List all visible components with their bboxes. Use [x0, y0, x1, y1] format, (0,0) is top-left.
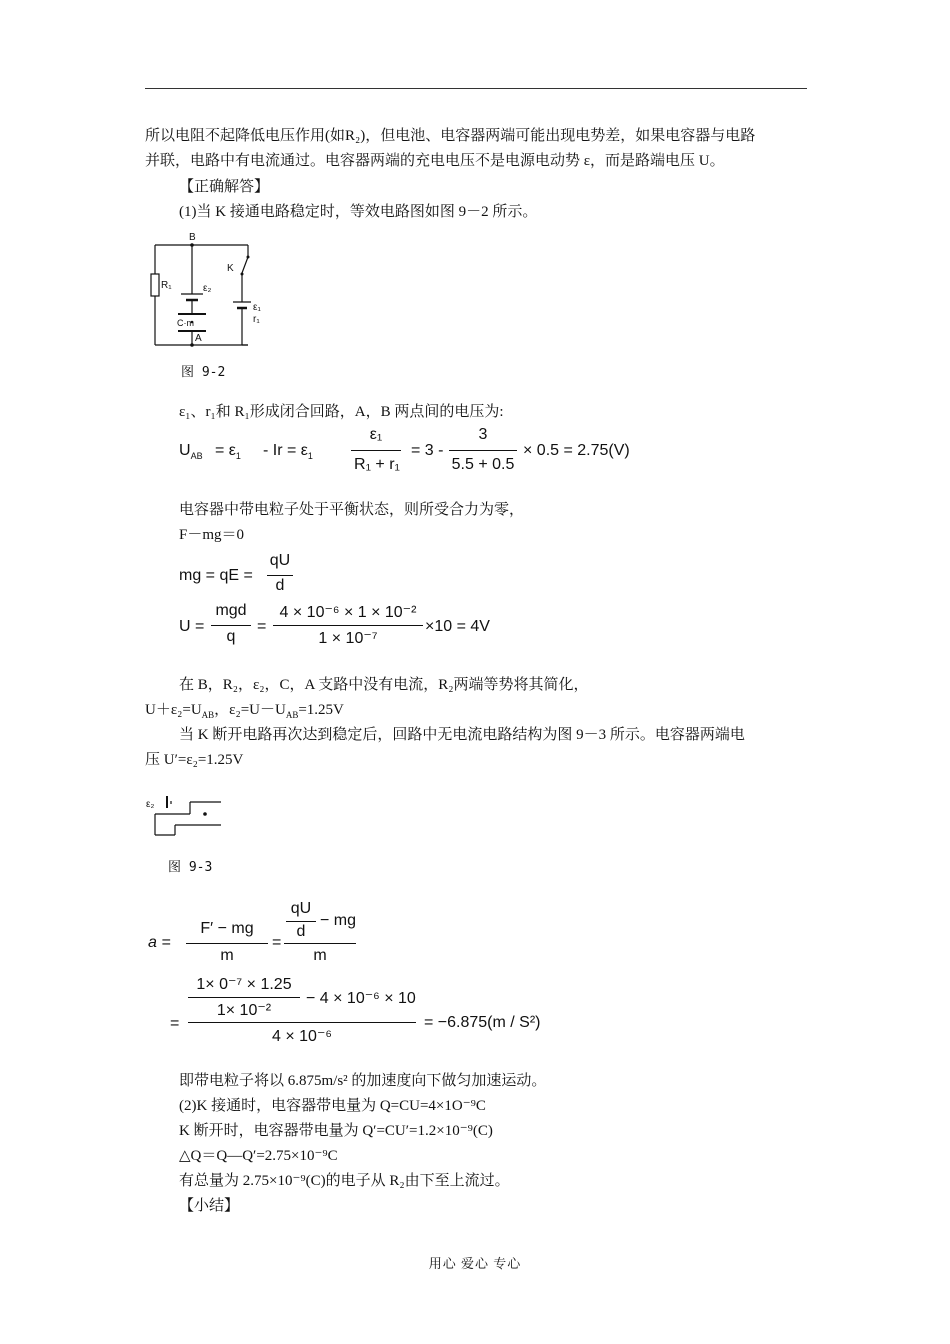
- resistance-label-r1: r₁: [253, 314, 260, 325]
- equation-acceleration: a = F′ − mg m = qU d − mg m = 1× 0⁻⁷ × 1.25 1× 10⁻² − 4 × 10⁻⁶ × 10 4 × 10⁻⁶ = −6.875(m / S²): [148, 900, 541, 1045]
- resistor-label-r1: R₁: [161, 280, 172, 291]
- u-equation: $U+\varepsilon_2=U_{AB}$，$\varepsilon_2=U-U_{AB}=1.25V$: [145, 702, 344, 720]
- figure-caption-9-2: 图 9-2: [181, 365, 226, 380]
- branch-text: 在 B，R₂，ε₂，C，A 支路中没有电流，R₂两端等势将其简化，: [179, 677, 589, 693]
- emf-label-e2: ε₂: [146, 799, 155, 810]
- circuit-diagram-9-2: [145, 228, 275, 353]
- emf-label-e2: ε₂: [203, 283, 212, 294]
- equation-mg: mg = qE = qU d: [179, 555, 339, 597]
- switch-label-k: K: [227, 263, 234, 274]
- part1-intro: (1)当 K 接通电路稳定时，等效电路图如图 9－2 所示。: [179, 204, 538, 220]
- part2-line: 有总量为 2.75×10⁻⁹(C)的电子从 R₂由下至上流过。: [179, 1173, 510, 1189]
- heading-answer: 【正确解答】: [179, 179, 270, 195]
- balance-text: 电容器中带电粒子处于平衡状态，则所受合力为零，: [179, 502, 525, 518]
- capacitor-label: C·m: [177, 318, 194, 328]
- page-footer: 用心 爱心 专心: [428, 1256, 522, 1271]
- force-equation: F－mg＝0: [179, 527, 245, 543]
- part2-line: △Q＝Q—Q′=2.75×10⁻⁹C: [179, 1148, 338, 1164]
- node-label-a: A: [195, 333, 202, 344]
- heading-summary: 【小结】: [179, 1198, 240, 1214]
- loop-text: ε₁、r₁和 R₁形成闭合回路，A，B 两点间的电压为:: [179, 404, 504, 420]
- accel-text: 即带电粒子将以 6.875m/s² 的加速度向下做匀加速运动。: [179, 1073, 547, 1089]
- paragraph-line: 并联，电路中有电流通过。电容器两端的充电电压不是电源电动势 ε，而是路端电压 U。: [145, 153, 725, 169]
- equation-u: U = mgd q = 4 × 10⁻⁶ × 1 × 10⁻² 1 × 10⁻⁷ ×10 = 4V: [179, 602, 490, 647]
- emf-label-e1: ε₁: [253, 302, 261, 313]
- paragraph-line: 所以电阻不起降低电压作用(如R₂)，但电池、电容器两端可能出现电势差，如果电容器与电路: [145, 128, 756, 144]
- circuit-diagram-9-3: [145, 790, 227, 842]
- node-label-b: B: [189, 232, 196, 243]
- k-open-text: 当 K 断开电路再次达到稳定后，回路中无电流电路结构为图 9－3 所示。电容器两端电: [179, 727, 745, 743]
- header-rule: [145, 88, 807, 89]
- part2-line: (2)K 接通时，电容器带电量为 Q=CU=4×1O⁻⁹C: [179, 1098, 486, 1114]
- figure-caption-9-3: 图 9-3: [168, 860, 213, 875]
- part2-line: K 断开时，电容器带电量为 Q′=CU′=1.2×10⁻⁹(C): [179, 1123, 493, 1139]
- k-open-text-2: 压 U′=ε₂=1.25V: [145, 752, 244, 768]
- equation-uab: $U_{AB}$ = $\varepsilon_1$ - $Ir = \varepsilon_1$ ε₁ R₁ + r₁ = 3 - 3 5.5 + 0.5 × 0.5 = 2.75(V): [179, 426, 630, 473]
